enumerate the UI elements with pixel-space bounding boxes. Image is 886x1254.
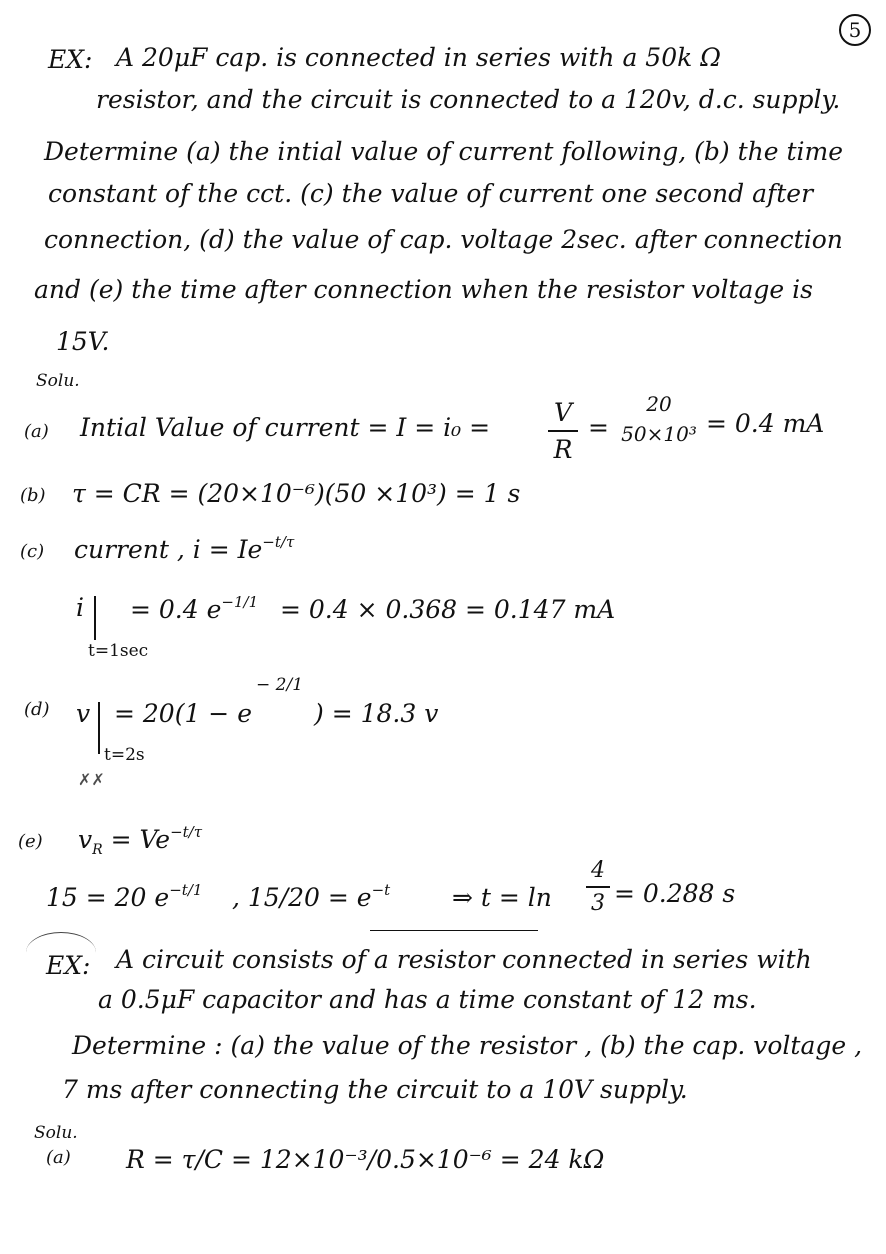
solu1-a-frac-v-over-r	[548, 398, 578, 464]
solu1-d-exponent: − 2/1	[256, 675, 304, 695]
solu1-c-text	[74, 533, 295, 565]
solu1-d-var: v	[76, 699, 91, 728]
evaluated-at-bar	[94, 596, 96, 640]
frac-denominator: 50×10³	[621, 422, 697, 446]
solu1-d-label: (d)	[24, 699, 50, 720]
solu2-a-label: (a)	[46, 1147, 71, 1168]
solu1-c-formula: current , i = Ie	[74, 535, 263, 564]
resistor-voltage-symbol: v	[78, 825, 93, 854]
solu1-c-line2-eq: = 0.4 e	[130, 595, 222, 624]
solu1-c-subscript: t=1sec	[88, 641, 149, 661]
frac-numerator: 20	[646, 392, 672, 416]
solu1-c-line2-exponent: −1/1	[221, 593, 259, 611]
solu1-b-label: (b)	[20, 485, 46, 506]
solu2-a-text: R = τ/C = 12×10⁻³/0.5×10⁻⁶ = 24 kΩ	[126, 1145, 605, 1174]
solu1-a-result: = 0.4 mA	[706, 409, 825, 438]
ex2-line-3: Determine : (a) the value of the resistor , (b) the cap. voltage ,	[72, 1031, 863, 1060]
solu1-c-exponent: −t/τ	[262, 533, 295, 551]
solu1-e-line1	[78, 823, 203, 858]
solu1-c-label: (c)	[20, 541, 45, 562]
solu1-a-label: (a)	[24, 421, 49, 442]
ex1-label: EX:	[48, 45, 93, 74]
solu1-e-line2-left-exponent: −t/1	[169, 881, 203, 899]
ex1-line-4: constant of the cct. (c) the value of current one second after	[48, 179, 814, 208]
solu2-label: Solu.	[34, 1123, 78, 1143]
solu1-d-eq: = 20(1 − e	[114, 699, 253, 728]
scribble-mark: ✗✗	[78, 770, 105, 789]
solu1-e-line2-left-text: 15 = 20 e	[46, 883, 170, 912]
solu1-e-line2-mid-text: , 15/20 = e	[232, 883, 372, 912]
frac-denominator: 3	[591, 891, 605, 916]
solu1-e-line1-eq: = Ve	[110, 825, 171, 854]
page-number: 5	[839, 14, 871, 46]
solu1-e-line2-left	[46, 881, 203, 913]
solu1-c-line2	[130, 593, 259, 625]
ex1-line-6: and (e) the time after connection when the resistor voltage is	[34, 275, 813, 304]
solu1-e-line2-result: = 0.288 s	[614, 879, 736, 908]
ex1-line-5: connection, (d) the value of cap. voltage 2sec. after connection	[44, 225, 843, 254]
solu1-e-line2-mid-exponent: −t	[371, 881, 391, 899]
solu1-b-text: τ = CR = (20×10⁻⁶)(50 ×10³) = 1 s	[72, 479, 521, 508]
solu1-c-var: i	[76, 593, 84, 622]
solu1-label: Solu.	[36, 371, 80, 391]
solu1-d-result: ) = 18.3 v	[314, 699, 439, 728]
frac-denominator: R	[553, 435, 573, 464]
solu1-a-equals: =	[588, 413, 609, 442]
ex1-line-1: A 20μF cap. is connected in series with a 50k Ω	[116, 43, 721, 72]
solu1-e-line2-mid	[232, 881, 391, 913]
ex2-line-2: a 0.5μF capacitor and has a time constant of 12 ms.	[98, 985, 757, 1014]
solu1-a-text: Intial Value of current = I = i₀ =	[80, 413, 491, 442]
ex2-label: EX:	[46, 951, 91, 980]
ex1-line-2: resistor, and the circuit is connected to a 120v, d.c. supply.	[96, 85, 841, 114]
ex1-line-3: Determine (a) the intial value of current following, (b) the time	[44, 137, 844, 166]
separator-line	[370, 930, 538, 931]
solu1-a-frac-numeric	[614, 392, 704, 446]
frac-numerator: V	[553, 398, 573, 427]
solu1-e-line2-right: ⇒ t = ln	[452, 883, 552, 912]
solu1-d-subscript: t=2s	[104, 745, 145, 765]
ex2-line-1: A circuit consists of a resistor connected in series with	[116, 945, 812, 974]
frac-numerator: 4	[591, 858, 605, 883]
solu1-e-line1-exponent: −t/τ	[170, 823, 203, 841]
ex2-line-4: 7 ms after connecting the circuit to a 10V supply.	[62, 1075, 688, 1104]
solu1-e-label: (e)	[18, 831, 43, 852]
resistor-subscript: R	[92, 842, 103, 858]
solu1-c-line2-result: = 0.4 × 0.368 = 0.147 mA	[280, 595, 616, 624]
ex1-line-7: 15V.	[56, 327, 110, 356]
evaluated-at-bar	[98, 702, 100, 754]
solu1-e-ln-fraction	[586, 858, 610, 916]
